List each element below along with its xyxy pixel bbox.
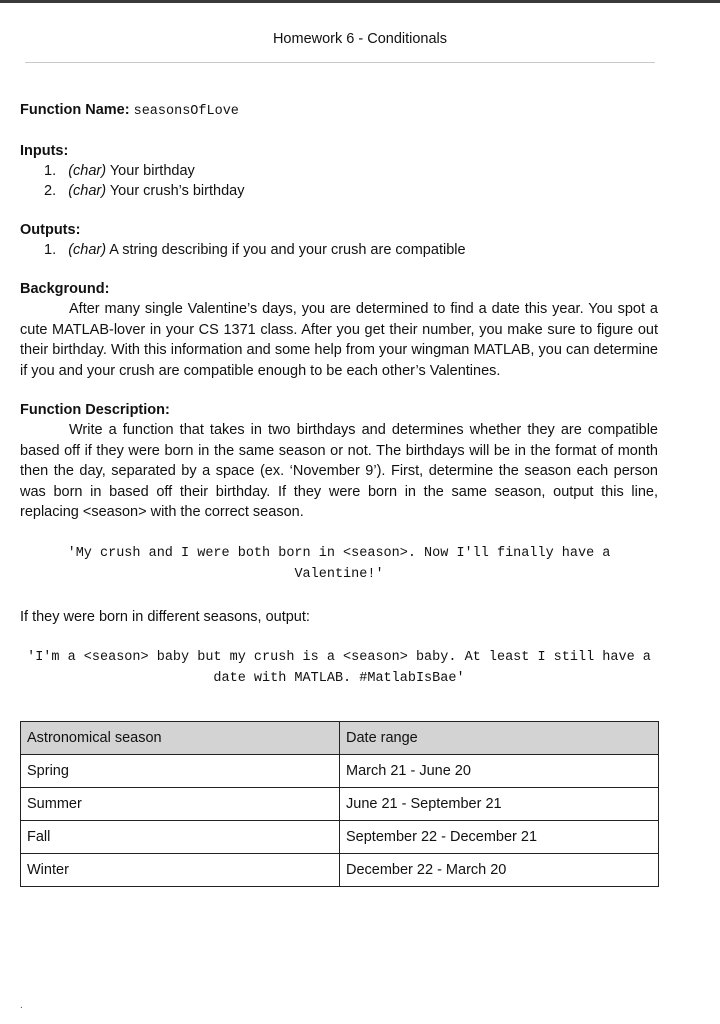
- description-section: [20, 400, 658, 689]
- date-range-cell: September 22 - December 21: [340, 820, 659, 853]
- column-header-season: Astronomical season: [21, 721, 340, 754]
- season-cell: Summer: [21, 787, 340, 820]
- list-item: [44, 181, 658, 201]
- table-row: [21, 754, 659, 787]
- same-season-output: 'My crush and I were both born in <season>. Now I'll finally have a Valentine!': [67, 545, 619, 582]
- season-table: [20, 721, 659, 887]
- season-cell: Winter: [21, 853, 340, 886]
- date-range-cell: March 21 - June 20: [340, 754, 659, 787]
- inputs-label: Inputs:: [20, 143, 69, 159]
- document-body: [20, 100, 658, 887]
- list-item: [44, 161, 658, 181]
- season-cell: Fall: [21, 820, 340, 853]
- date-range-cell: June 21 - September 21: [340, 787, 659, 820]
- list-number: 1.: [44, 242, 57, 258]
- inputs-list: [20, 161, 658, 201]
- list-number: 2.: [44, 183, 57, 199]
- season-cell: Spring: [21, 754, 340, 787]
- type-label: (char): [68, 163, 107, 179]
- type-label: (char): [68, 242, 107, 258]
- function-name-line: [20, 100, 658, 122]
- outputs-list: [20, 240, 658, 260]
- different-season-label: If they were born in different seasons, output:: [20, 608, 310, 625]
- different-season-output: 'I'm a <season> baby but my crush is a <season> baby. At least I still have a date with MATLAB. #MatlabIsBae': [27, 649, 660, 686]
- table-header-row: [21, 721, 659, 754]
- function-name-label: Function Name:: [20, 102, 130, 118]
- inputs-section: [20, 141, 658, 201]
- description-paragraph: Write a function that takes in two birthdays and determines whether they are compatible based off if they were born in the same season or not. The birthdays will be in the format of month then the day, separated by a space (ex. ‘November 9’). First, determine the season each person was born in based off their birthday. If they were born in the same season, output this line, replacing <season> with the correct season.: [20, 422, 658, 520]
- item-text: Your crush’s birthday: [109, 183, 245, 199]
- background-paragraph: After many single Valentine’s days, you are determined to find a date this year. You spot a cute MATLAB-lover in your CS 1371 class. After you get their number, you make sure to figure out their birthday. With this information and some help from your wingman MATLAB, you can determine if you and your crush are compatible enough to be each other’s Valentines.: [20, 301, 658, 379]
- date-range-cell: December 22 - March 20: [340, 853, 659, 886]
- function-name-value: seasonsOfLove: [133, 104, 239, 119]
- outputs-label: Outputs:: [20, 222, 81, 238]
- page-header-title: Homework 6 - Conditionals: [272, 31, 448, 47]
- background-label: Background:: [20, 281, 110, 297]
- table-row: [21, 787, 659, 820]
- column-header-date-range: Date range: [340, 721, 659, 754]
- table-row: [21, 820, 659, 853]
- type-label: (char): [68, 183, 107, 199]
- list-number: 1.: [44, 163, 57, 179]
- table-row: [21, 853, 659, 886]
- item-text: Your birthday: [109, 163, 195, 179]
- list-item: [44, 240, 658, 260]
- background-section: [20, 279, 658, 381]
- top-border: [0, 0, 720, 3]
- footer-mark: .: [20, 1000, 23, 1011]
- header-divider: [25, 62, 655, 63]
- description-label: Function Description:: [20, 402, 170, 418]
- item-text: A string describing if you and your crush are compatible: [109, 242, 466, 258]
- outputs-section: [20, 220, 658, 260]
